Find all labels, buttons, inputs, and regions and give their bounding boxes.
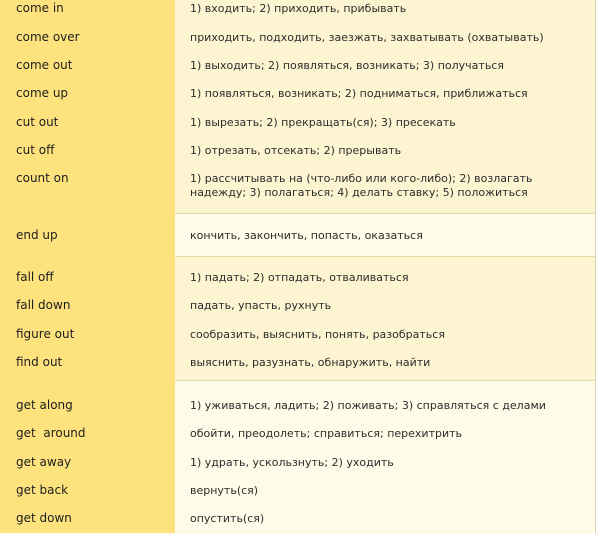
phrasal-verb: get down [16,511,72,525]
phrasal-verb: find out [16,355,63,369]
definition: 1) вырезать; 2) прекращать(ся); 3) пресекать [190,116,456,129]
phrasal-verb: end up [16,228,58,242]
definition: 1) входить; 2) приходить, прибывать [190,2,407,15]
definition: 1) удрать, ускользнуть; 2) уходить [190,456,394,469]
phrasal-verb: come up [16,86,69,100]
definition: обойти, преодолеть; справиться; перехитрить [190,427,462,440]
definition: приходить, подходить, заезжать, захватывать (охватывать) [190,31,544,44]
definition: 1) падать; 2) отпадать, отваливаться [190,271,409,284]
phrasal-verb: count on [16,171,69,185]
definition: 1) рассчитывать на (что-либо или кого-либо); 2) возлагать надежду; 3) полагаться; 4) делать ставку; 5) положиться [190,172,533,199]
definition: падать, упасть, рухнуть [190,299,332,312]
definition: опустить(ся) [190,512,265,525]
phrasal-verb: get along [16,398,73,412]
phrasal-verb: come out [16,58,73,72]
phrasal-verb: figure out [16,327,75,341]
phrasal-verb: get back [16,483,69,497]
phrasal-verb: fall down [16,298,71,312]
definition: кончить, закончить, попасть, оказаться [190,229,423,242]
phrasal-verb: get around [16,426,86,440]
phrasal-verb: cut out [16,115,59,129]
phrasal-verb: come in [16,1,64,15]
phrasal-verb: fall off [16,270,54,284]
phrasal-verb: get away [16,455,72,469]
terms-column [0,0,175,533]
phrasal-verb: come over [16,30,80,44]
definition: 1) отрезать, отсекать; 2) прерывать [190,144,402,157]
phrasal-verb: cut off [16,143,55,157]
definition: сообразить, выяснить, понять, разобраться [190,328,445,341]
definition: 1) появляться, возникать; 2) подниматься, приближаться [190,87,528,100]
definition: вернуть(ся) [190,484,259,497]
page-edge [596,0,600,533]
definition: 1) выходить; 2) появляться, возникать; 3) получаться [190,59,504,72]
definition: 1) уживаться, ладить; 2) поживать; 3) справляться с делами [190,399,546,412]
definition: выяснить, разузнать, обнаружить, найти [190,356,431,369]
